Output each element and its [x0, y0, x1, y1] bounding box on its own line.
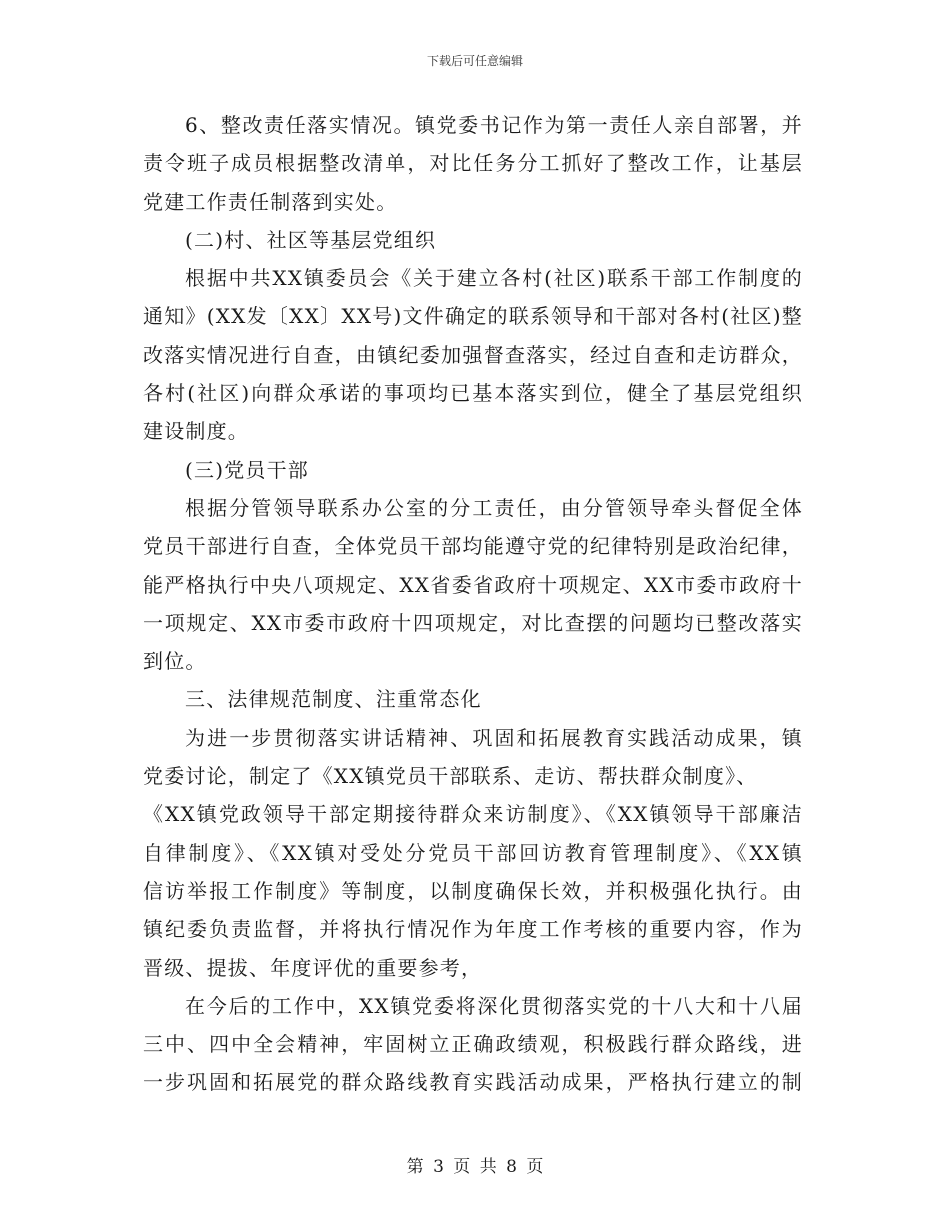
text-line: (三)党员干部	[185, 457, 310, 482]
text-line: 到位。	[143, 649, 207, 674]
text-line: 根据中共XX镇委员会《关于建立各村(社区)联系干部工作制度的	[185, 266, 803, 291]
text-line: 建设制度。	[143, 419, 249, 444]
text-line: 各村(社区)向群众承诺的事项均已基本落实到位，健全了基层党组织	[143, 381, 803, 406]
text-line: 党委讨论，制定了《XX镇党员干部联系、走访、帮扶群众制度》、	[143, 764, 758, 789]
text-line: (二)村、社区等基层党组织	[185, 227, 437, 252]
page-header: 下载后可任意编辑	[426, 54, 523, 68]
text-line: 通知》(XX发〔XX〕XX号)文件确定的联系领导和干部对各村(社区)整	[143, 304, 803, 329]
text-line: 党员干部进行自查，全体党员干部均能遵守党的纪律特别是政治纪律，	[143, 534, 803, 559]
text-line: 在今后的工作中，XX镇党委将深化贯彻落实党的十八大和十八届	[185, 993, 803, 1018]
text-line: 三、法律规范制度、注重常态化	[185, 687, 482, 712]
text-line: 三中、四中全会精神，牢固树立正确政绩观，积极践行群众路线，进	[143, 1032, 803, 1057]
text-line: 镇纪委负责监督，并将执行情况作为年度工作考核的重要内容，作为	[143, 917, 803, 942]
text-line: 党建工作责任制落到实处。	[143, 189, 398, 214]
text-line: 根据分管领导联系办公室的分工责任，由分管领导牵头督促全体	[185, 495, 803, 520]
text-line: 6、整改责任落实情况。镇党委书记作为第一责任人亲自部署，并	[185, 113, 803, 137]
text-line: 能严格执行中央八项规定、XX省委省政府十项规定、XX市委市政府十	[143, 572, 803, 597]
text-line: 自律制度》、《XX镇对受处分党员干部回访教育管理制度》、《XX镇	[143, 840, 803, 865]
text-line: 信访举报工作制度》等制度，以制度确保长效，并积极强化执行。由	[143, 878, 803, 903]
text-line: 一步巩固和拓展党的群众路线教育实践活动成果，严格执行建立的制	[143, 1070, 803, 1095]
text-line: 晋级、提拔、年度评优的重要参考，	[143, 955, 483, 980]
text-line: 为进一步贯彻落实讲话精神、巩固和拓展教育实践活动成果，镇	[185, 725, 803, 750]
text-line: 一项规定、XX市委市政府十四项规定，对比查摆的问题均已整改落实	[143, 610, 803, 635]
text-line: 责令班子成员根据整改清单，对比任务分工抓好了整改工作，让基层	[143, 151, 803, 176]
text-line: 《XX镇党政领导干部定期接待群众来访制度》、《XX镇领导干部廉洁	[143, 802, 803, 827]
text-line: 改落实情况进行自查，由镇纪委加强督查落实，经过自查和走访群众，	[143, 342, 803, 367]
page-footer: 第 3 页 共 8 页	[406, 1157, 544, 1177]
document-body	[143, 106, 803, 1102]
